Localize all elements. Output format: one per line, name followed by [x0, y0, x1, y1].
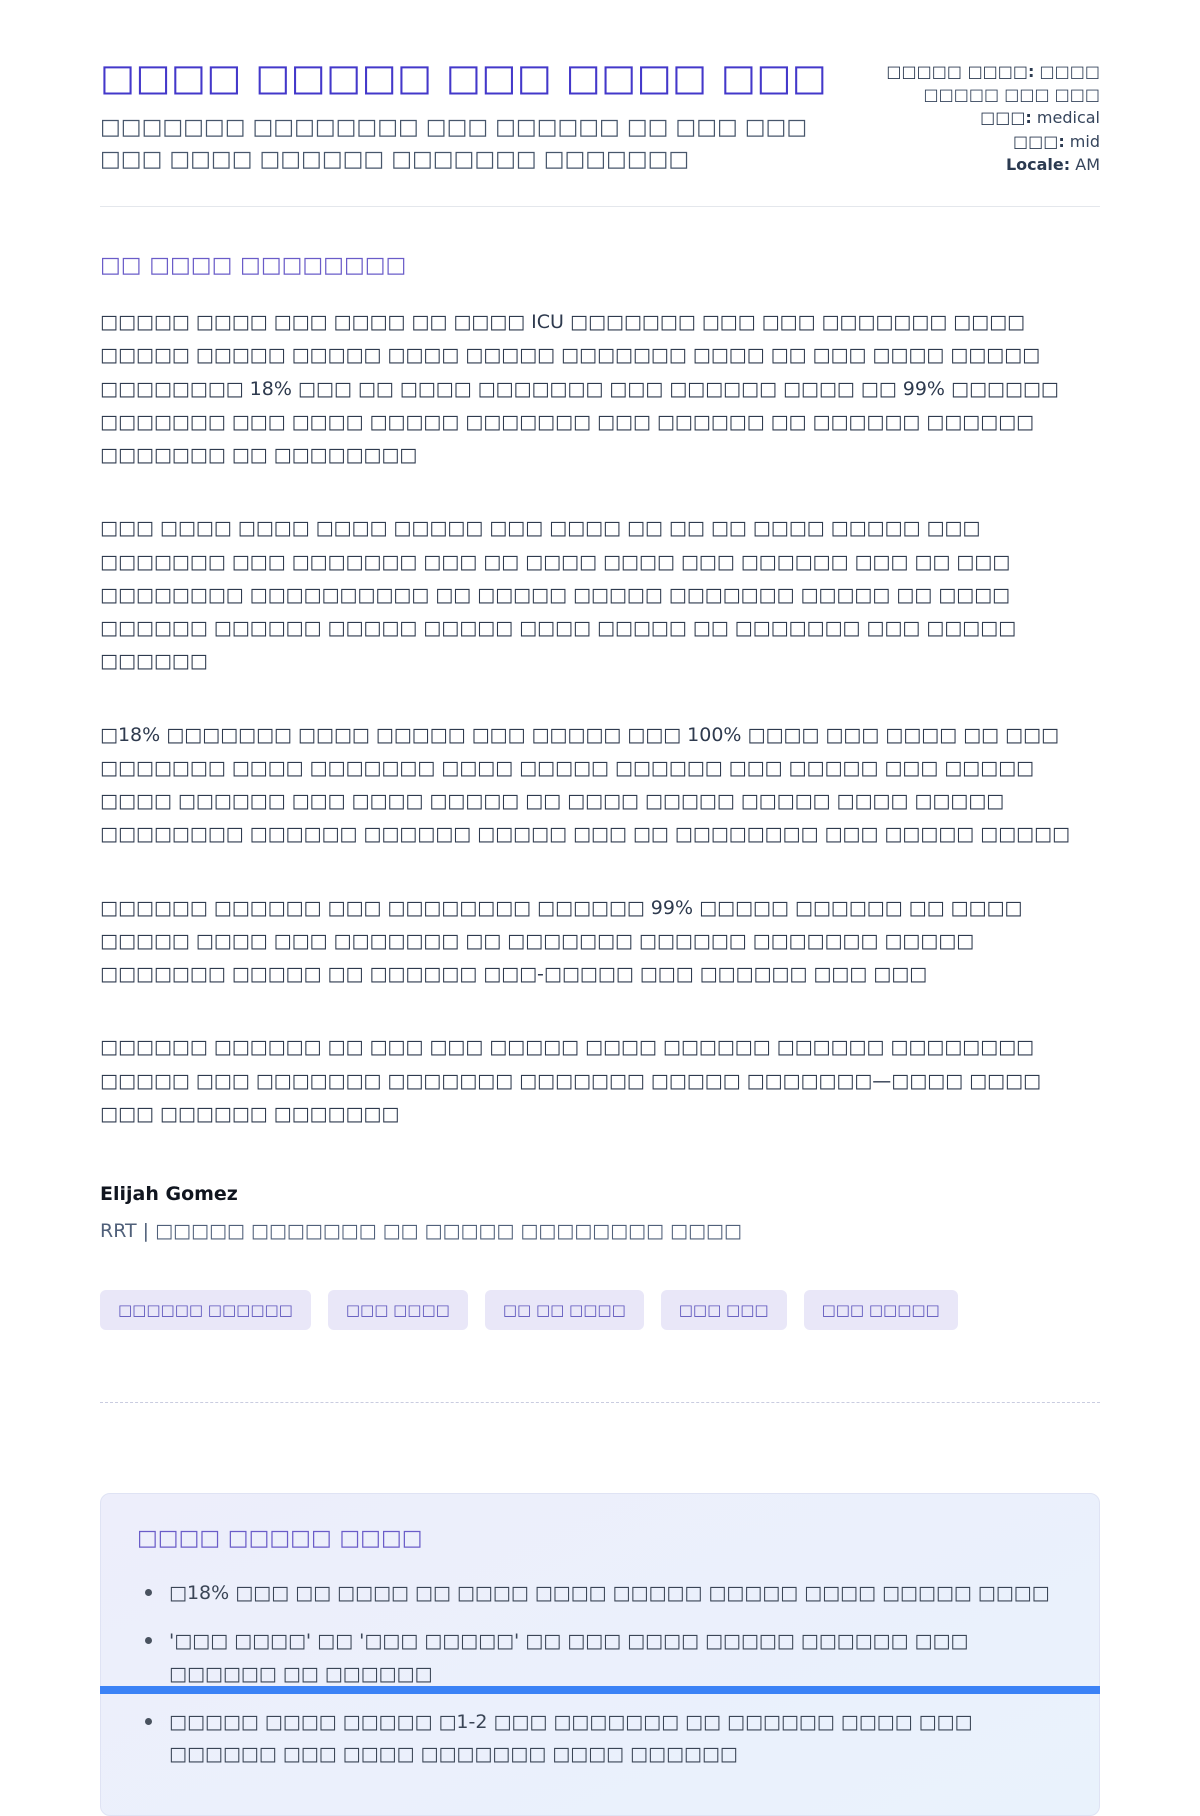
signature-block	[100, 1183, 1100, 1242]
header-divider	[100, 206, 1100, 207]
key-points-box	[100, 1493, 1100, 1815]
page-title: □□□□ □□□□□ □□□ □□□□ □□□	[100, 56, 828, 99]
meta-value: □□□□ □□□□□ □□□ □□□	[923, 62, 1100, 105]
meta-label: □□□:	[980, 108, 1032, 128]
bullet-dot-icon	[145, 1637, 152, 1644]
article-body	[100, 253, 1100, 1131]
key-point-text: □□□□□ □□□□ □□□□□ □1-2 □□□ □□□□□□□ □□ □□□□□□ □□□□ □□□ □□□□□□ □□□ □□□□ □□□□□□□ □□□□ □□□□□□	[169, 1711, 973, 1766]
dashed-divider	[100, 1402, 1100, 1403]
meta-label: Locale:	[1005, 154, 1071, 174]
tag-pill: □□□ □□□□□	[804, 1290, 958, 1330]
meta-row-level	[878, 130, 1100, 153]
meta-block	[878, 60, 1100, 176]
key-point-item	[143, 1625, 1063, 1690]
article-paragraph-1: □□□□□ □□□□ □□□ □□□□ □□ □□□□ ICU □□□□□□□ □□□ □□□ □□□□□□□ □□□□ □□□□□ □□□□□ □□□□□ □□□□ □□□□□ □□□□□□□ □□□□ □□ □□□ □□□□ □□□□□ □□□□□□□□ 18% □□□ □□ □□□□ □□□□□□□ □□□ □□□□□□ □□□□ □□ 99% □□□□□□ □□□□□□□ □□□ □□□□ □□□□□ □□□□□□□ □□□ □□□□□□ □□ □□□□□□ □□□□□□ □□□□□□□ □□ □□□□□□□□	[100, 311, 1059, 467]
key-points-list	[137, 1577, 1063, 1770]
page-subtitle: □□□□□□□ □□□□□□□□ □□□ □□□□□□ □□ □□□ □□□ □□□ □□□□ □□□□□□ □□□□□□□ □□□□□□□	[100, 115, 808, 173]
meta-label: □□□:	[1012, 131, 1065, 151]
key-points-heading: □□□□ □□□□□ □□□□	[137, 1526, 423, 1552]
article-paragraph-5: □□□□□□ □□□□□□ □□ □□□ □□□ □□□□□ □□□□ □□□□□□ □□□□□□ □□□□□□□□ □□□□□ □□□ □□□□□□□ □□□□□□□ □□□□□□□ □□□□□ □□□□□□□—□□□□ □□□□ □□□ □□□□□□ □□□□□□□	[100, 1036, 1041, 1125]
meta-row-source	[878, 60, 1100, 106]
meta-value: mid	[1064, 131, 1100, 151]
meta-row-category	[878, 106, 1100, 129]
meta-row-locale	[878, 153, 1100, 176]
bullet-dot-icon	[145, 1718, 152, 1725]
article-paragraph-3: □18% □□□□□□□ □□□□ □□□□□ □□□ □□□□□ □□□ 100% □□□□ □□□ □□□□ □□ □□□ □□□□□□□ □□□□ □□□□□□□ □□□□ □□□□□ □□□□□□ □□□ □□□□□ □□□ □□□□□ □□□□ □□□□□□ □□□ □□□□ □□□□□ □□ □□□□ □□□□□ □□□□□ □□□□ □□□□□ □□□□□□□□ □□□□□□ □□□□□□ □□□□□ □□□ □□ □□□□□□□□ □□□ □□□□□ □□□□□	[100, 723, 1070, 846]
signature-name: Elijah Gomez	[100, 1183, 238, 1206]
bottom-accent-bar	[100, 1686, 1100, 1694]
tag-pill: □□□□□□ □□□□□□	[100, 1290, 311, 1330]
meta-value: medical	[1031, 108, 1100, 128]
bullet-dot-icon	[145, 1589, 152, 1596]
header-text-block	[100, 56, 840, 176]
key-point-text: □18% □□□ □□ □□□□ □□ □□□□ □□□□ □□□□□ □□□□□ □□□□ □□□□□ □□□□	[169, 1582, 1050, 1605]
key-point-item	[143, 1706, 1063, 1771]
article-paragraph-4: □□□□□□ □□□□□□ □□□ □□□□□□□□ □□□□□□ 99% □□□□□ □□□□□□ □□ □□□□ □□□□□ □□□□ □□□ □□□□□□□ □□ □□□□□□□ □□□□□□ □□□□□□□ □□□□□ □□□□□□□ □□□□□ □□ □□□□□□ □□□-□□□□□ □□□ □□□□□□ □□□ □□□	[100, 896, 1023, 986]
section-heading: □□ □□□□ □□□□□□□□	[100, 253, 407, 279]
meta-label: □□□□□ □□□□:	[886, 62, 1035, 81]
signature-role: RRT | □□□□□ □□□□□□□ □□ □□□□□ □□□□□□□□ □□□□	[100, 1220, 742, 1243]
meta-value: AM	[1070, 154, 1100, 174]
key-point-text: '□□□ □□□□' □□ '□□□ □□□□□' □□ □□□ □□□□ □□□□□ □□□□□□ □□□ □□□□□□ □□ □□□□□□	[169, 1630, 969, 1685]
tag-list	[100, 1290, 1100, 1330]
tag-pill: □□ □□ □□□□	[485, 1290, 644, 1330]
tag-pill: □□□ □□□	[661, 1290, 787, 1330]
key-point-item	[143, 1577, 1063, 1609]
tag-pill: □□□ □□□□	[328, 1290, 468, 1330]
header	[100, 56, 1100, 176]
article-paragraph-2: □□□ □□□□ □□□□ □□□□ □□□□□ □□□ □□□□ □□ □□ □□ □□□□ □□□□□ □□□ □□□□□□□ □□□ □□□□□□□ □□□ □□ □□□□ □□□□ □□□ □□□□□□ □□□ □□ □□□ □□□□□□□□ □□□□□□□□□□ □□ □□□□□ □□□□□ □□□□□□□ □□□□□ □□ □□□□ □□□□□□ □□□□□□ □□□□□ □□□□□ □□□□ □□□□□ □□ □□□□□□□ □□□ □□□□□ □□□□□□	[100, 517, 1017, 673]
